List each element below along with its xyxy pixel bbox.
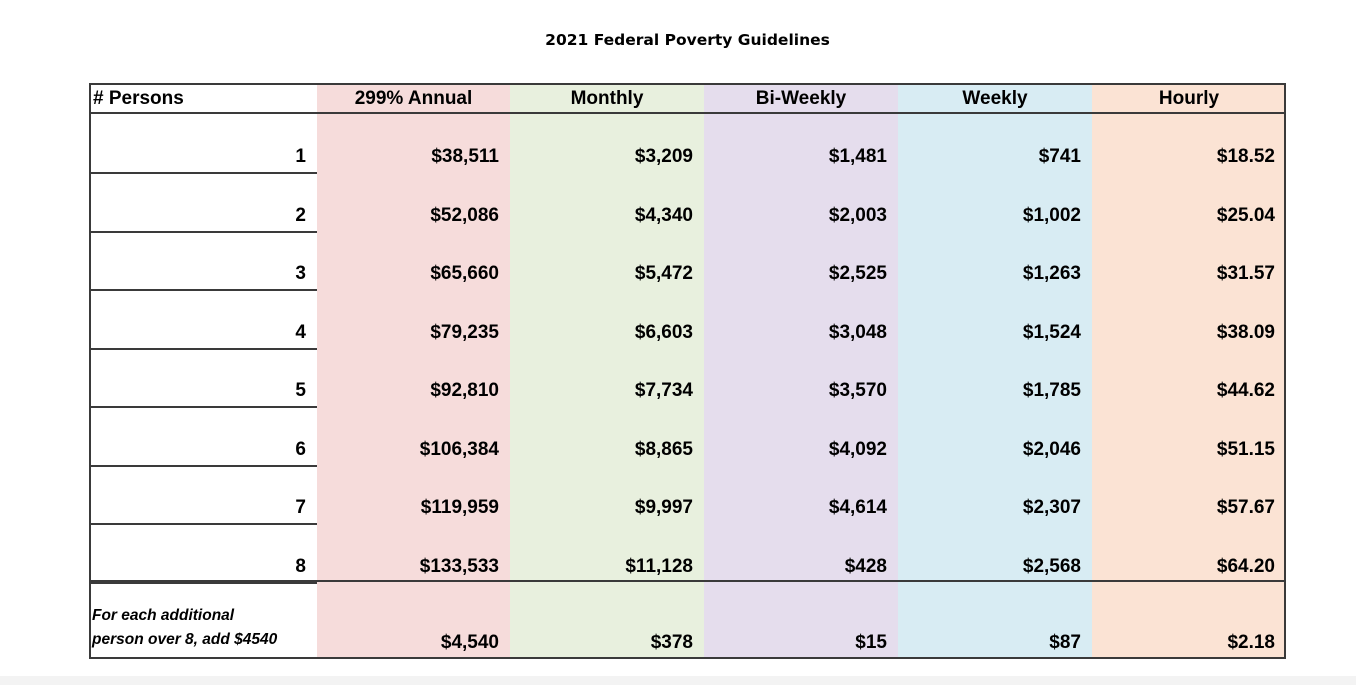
cell-monthly: $3,209 [634, 146, 693, 167]
cell-annual: $79,235 [430, 322, 499, 343]
cell-persons: 8 [295, 556, 306, 577]
cell-hourly: $51.15 [1216, 439, 1275, 460]
page-bottom-edge [0, 676, 1356, 685]
header-hourly: Hourly [1158, 88, 1220, 109]
cell-hourly: $38.09 [1216, 322, 1275, 343]
cell-persons: 4 [295, 322, 306, 343]
cell-biweekly: $3,048 [828, 322, 887, 343]
cell-annual: $119,959 [420, 497, 499, 518]
cell-persons: 2 [295, 205, 306, 226]
header-weekly: Weekly [962, 88, 1028, 109]
row-divider [89, 582, 317, 584]
cell-monthly: $9,997 [634, 497, 693, 518]
cell-persons: 6 [295, 439, 306, 460]
header-monthly: Monthly [570, 88, 644, 109]
row-divider [89, 523, 317, 525]
cell-biweekly: $1,481 [828, 146, 887, 167]
cell-annual: $52,086 [430, 205, 499, 226]
cell-monthly: $5,472 [634, 263, 693, 284]
additional-annual: $4,540 [440, 632, 499, 653]
cell-persons: 3 [295, 263, 306, 284]
row-divider [89, 172, 317, 174]
cell-hourly: $18.52 [1216, 146, 1275, 167]
cell-annual: $92,810 [430, 380, 499, 401]
row-divider [89, 289, 317, 291]
row-divider [89, 465, 317, 467]
cell-hourly: $64.20 [1216, 556, 1275, 577]
additional-biweekly: $15 [855, 632, 887, 653]
cell-biweekly: $2,525 [828, 263, 887, 284]
additional-hourly: $2.18 [1227, 632, 1275, 653]
cell-persons: 5 [295, 380, 306, 401]
cell-biweekly: $428 [844, 556, 887, 577]
cell-weekly: $1,002 [1022, 205, 1081, 226]
cell-weekly: $1,785 [1022, 380, 1081, 401]
cell-monthly: $11,128 [625, 556, 693, 577]
page-title: 2021 Federal Poverty Guidelines [545, 31, 830, 49]
cell-annual: $133,533 [419, 556, 499, 577]
note-line-1: For each additional [92, 607, 235, 624]
cell-hourly: $44.62 [1216, 380, 1275, 401]
cell-persons: 7 [295, 497, 306, 518]
cell-monthly: $8,865 [634, 439, 693, 460]
cell-biweekly: $4,092 [828, 439, 887, 460]
header-annual: 299% Annual [354, 88, 473, 109]
cell-hourly: $25.04 [1216, 205, 1275, 226]
row-divider [89, 231, 317, 233]
note-line-2: person over 8, add $4540 [92, 631, 278, 648]
header-biweekly: Bi-Weekly [755, 88, 847, 109]
cell-hourly: $31.57 [1216, 263, 1275, 284]
cell-biweekly: $4,614 [828, 497, 887, 518]
row-divider [89, 406, 317, 408]
header-divider [89, 112, 1286, 114]
additional-weekly: $87 [1049, 632, 1081, 653]
cell-weekly: $2,568 [1022, 556, 1081, 577]
cell-weekly: $741 [1038, 146, 1081, 167]
additional-person-note [92, 604, 312, 652]
cell-monthly: $6,603 [634, 322, 693, 343]
additional-monthly: $378 [650, 632, 693, 653]
cell-weekly: $1,524 [1022, 322, 1081, 343]
cell-weekly: $2,307 [1022, 497, 1081, 518]
cell-weekly: $2,046 [1022, 439, 1081, 460]
cell-annual: $38,511 [431, 146, 499, 167]
cell-annual: $65,660 [430, 263, 499, 284]
cell-biweekly: $3,570 [828, 380, 887, 401]
cell-persons: 1 [295, 146, 306, 167]
row-divider [89, 348, 317, 350]
cell-biweekly: $2,003 [828, 205, 887, 226]
cell-monthly: $4,340 [634, 205, 693, 226]
header-persons: # Persons [93, 88, 184, 109]
cell-monthly: $7,734 [634, 380, 693, 401]
cell-weekly: $1,263 [1022, 263, 1081, 284]
cell-hourly: $57.67 [1216, 497, 1275, 518]
cell-annual: $106,384 [419, 439, 499, 460]
